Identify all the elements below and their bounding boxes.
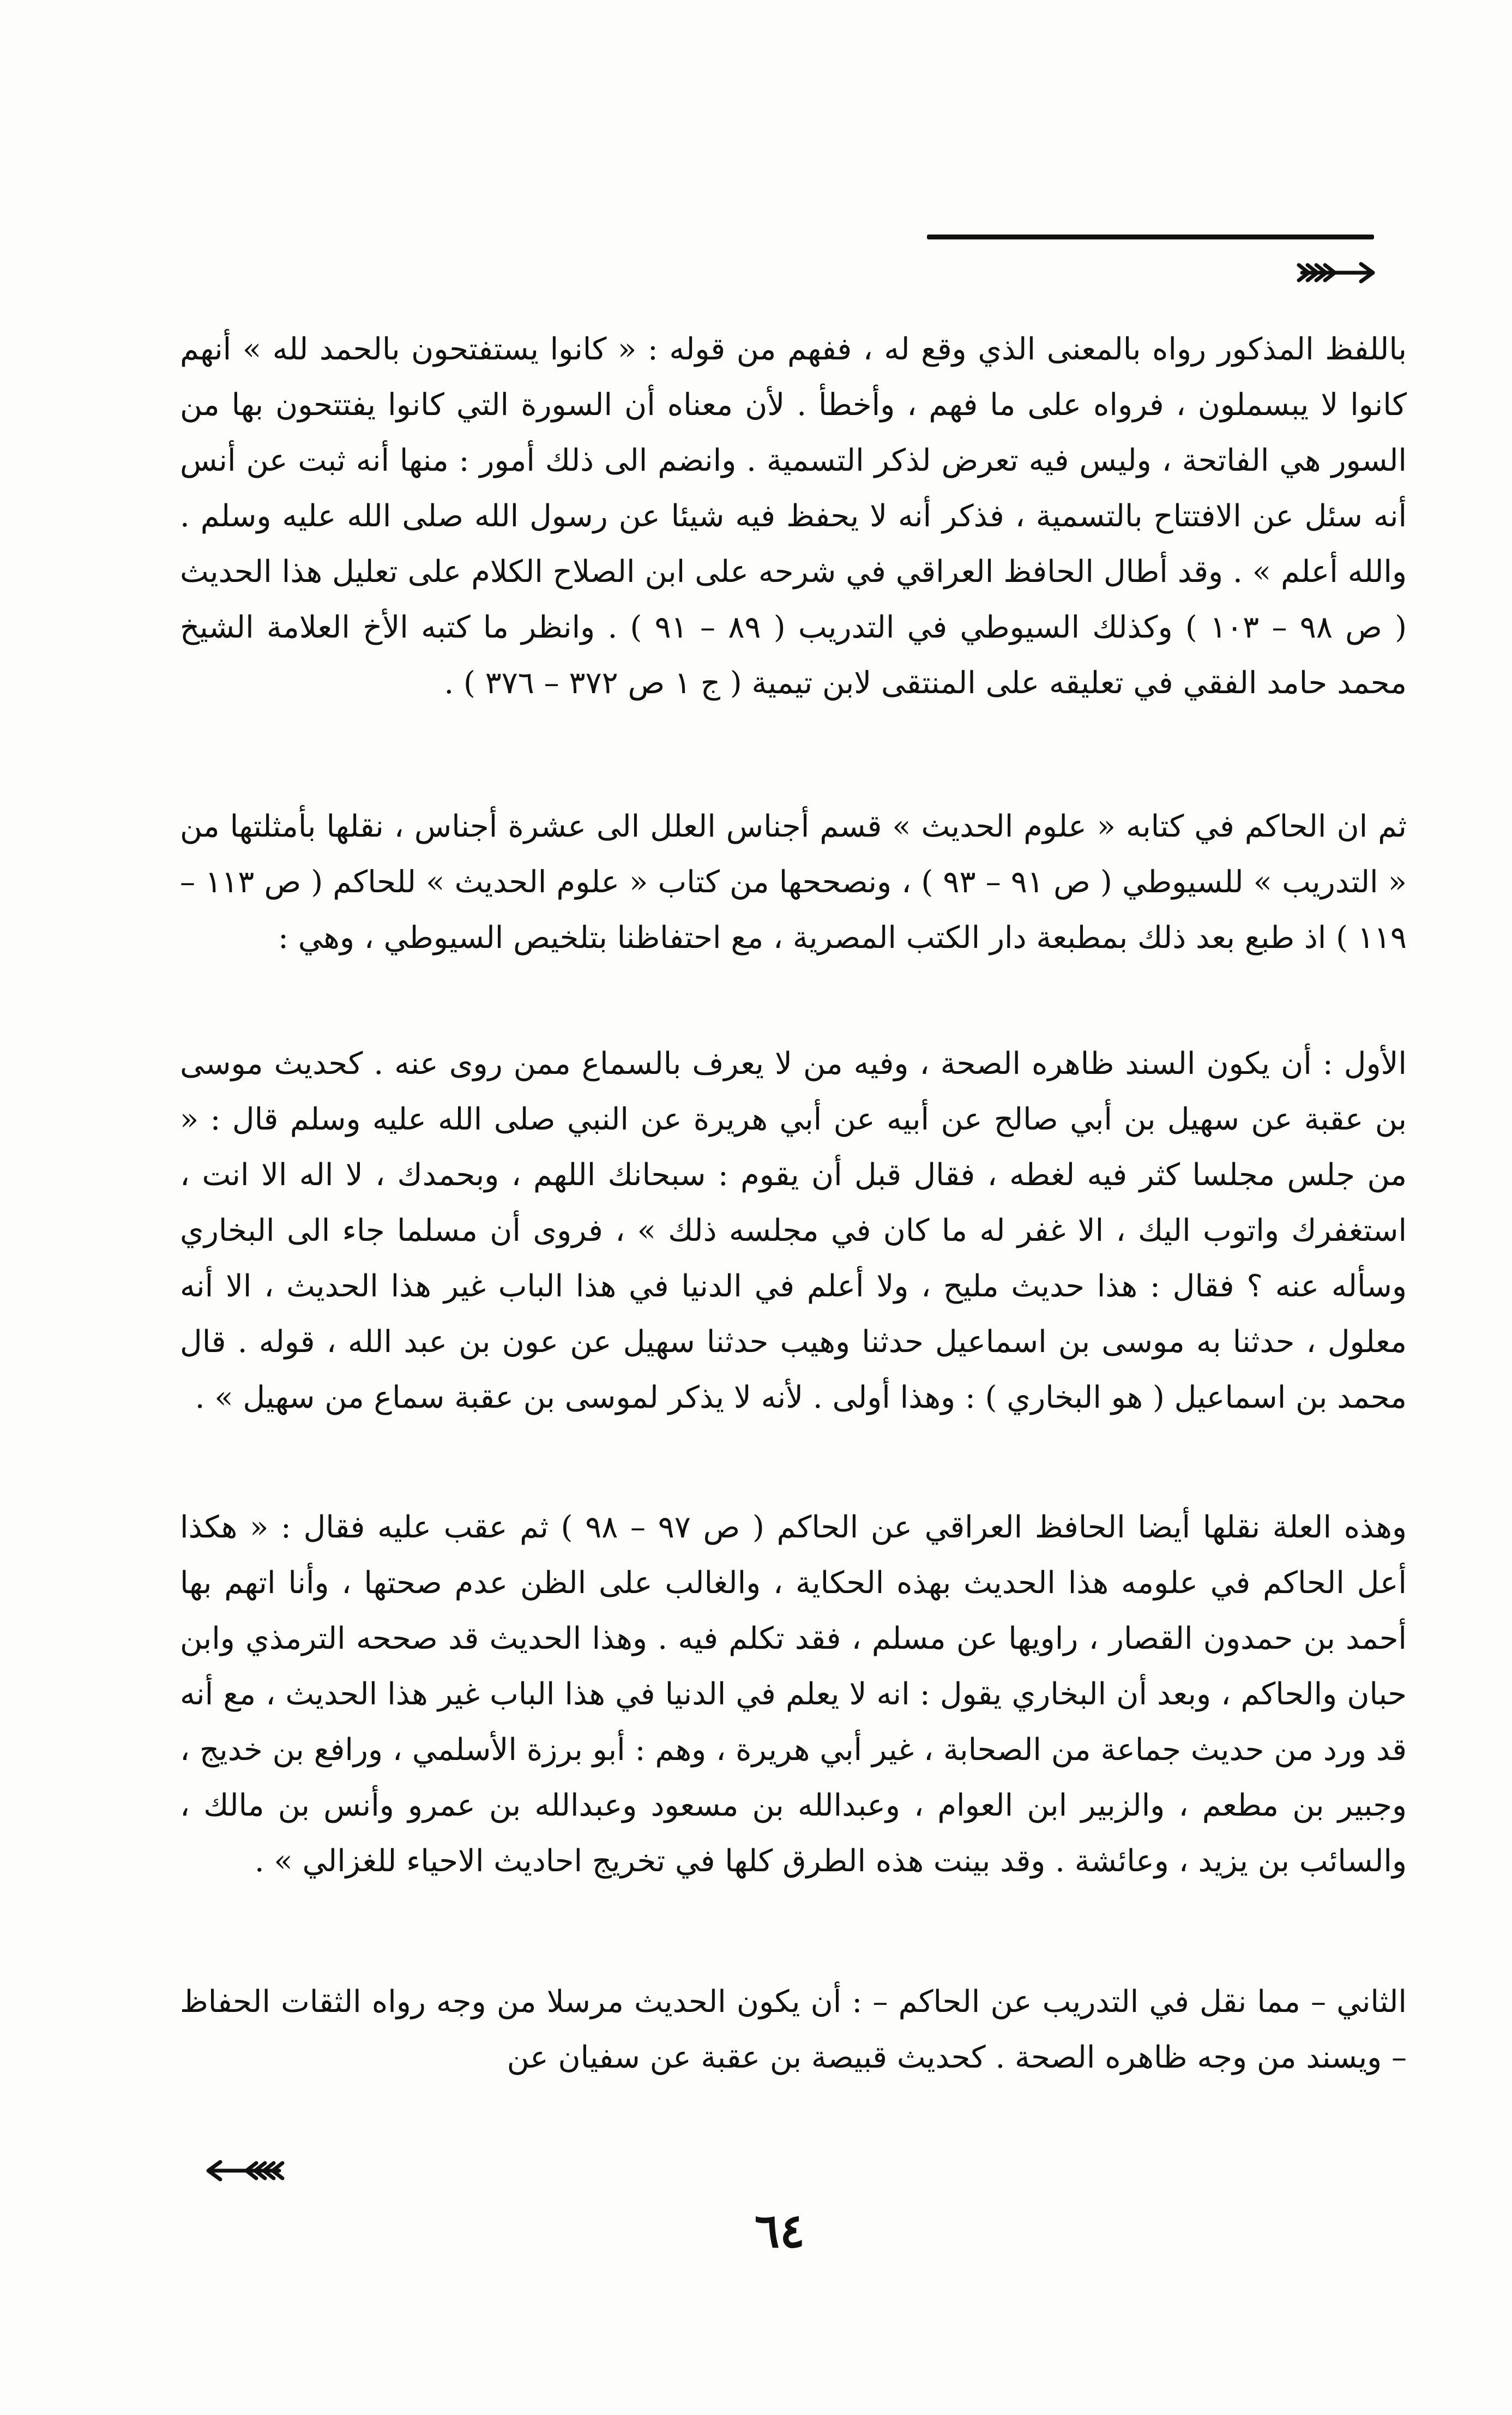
page-number: ٦٤: [754, 2203, 805, 2258]
header-rule: [927, 235, 1374, 239]
arrow-ornament-icon: [202, 2154, 289, 2187]
paragraph-3: الأول : أن يكون السند ظاهره الصحة ، وفيه من لا يعرف بالسماع ممن روى عنه . كحديث موسى بن عقبة عن سهيل بن أبي صالح عن أبيه عن أبي هريرة عن النبي صلى الله عليه وسلم قال : « من جلس مجلسا كثر فيه لغطه ، فقال قبل أن يقوم : سبحانك اللهم ، وبحمدك ، لا اله الا انت ، استغفرك واتوب اليك ، الا غفر له ما كان في مجلسه ذلك » ، فروى أن مسلما جاء الى البخاري وسأله عنه ؟ فقال : هذا حديث مليح ، ولا أعلم في الدنيا في هذا الباب غير هذا الحديث ، الا أنه معلول ، حدثنا به موسى بن اسماعيل حدثنا وهيب حدثنا سهيل عن عون بن عبد الله ، قوله . قال محمد بن اسماعيل ( هو البخاري ) : وهذا أولى . لأنه لا يذكر لموسى بن عقبة سماع من سهيل » .: [180, 1046, 1407, 1415]
paragraph-5: الثاني – مما نقل في التدريب عن الحاكم – : أن يكون الحديث مرسلا من وجه رواه الثقات الحفاظ – ويسند من وجه ظاهره الصحة . كحديث قبيصة بن عقبة عن سفيان عن: [180, 1984, 1407, 2075]
arrow-ornament-icon: [1292, 256, 1380, 289]
paragraph-2: ثم ان الحاكم في كتابه « علوم الحديث » قسم أجناس العلل الى عشرة أجناس ، نقلها بأمثلتها من « التدريب » للسيوطي ( ص ٩١ – ٩٣ ) ، ونصححها من كتاب « علوم الحديث » للحاكم ( ص ١١٣ – ١١٩ ) اذ طبع بعد ذلك بمطبعة دار الكتب المصرية ، مع احتفاظنا بتلخيص السيوطي ، وهي :: [180, 809, 1407, 956]
paragraph-4: وهذه العلة نقلها أيضا الحافظ العراقي عن الحاكم ( ص ٩٧ – ٩٨ ) ثم عقب عليه فقال : « هكذا أعل الحاكم في علومه هذا الحديث بهذه الحكاية ، والغالب على الظن عدم صحتها ، وأنا اتهم بها أحمد بن حمدون القصار ، راويها عن مسلم ، فقد تكلم فيه . وهذا الحديث قد صححه الترمذي وابن حبان والحاكم ، وبعد أن البخاري يقول : انه لا يعلم في الدنيا في هذا الباب غير هذا الحديث ، مع أنه قد ورد من حديث جماعة من الصحابة ، غير أبي هريرة ، وهم : أبو برزة الأسلمي ، ورافع بن خديج ، وجبير بن مطعم ، والزبير ابن العوام ، وعبدالله بن مسعود وعبدالله بن عمرو وأنس بن مالك ، والسائب بن يزيد ، وعائشة . وقد بينت هذه الطرق كلها في تخريج احاديث الاحياء للغزالي » .: [180, 1510, 1407, 1879]
paragraph-1: باللفظ المذكور رواه بالمعنى الذي وقع له ، ففهم من قوله : « كانوا يستفتحون بالحمد لله » أنهم كانوا لا يبسملون ، فرواه على ما فهم ، وأخطأ . لأن معناه أن السورة التي كانوا يفتتحون بها من السور هي الفاتحة ، وليس فيه تعرض لذكر التسمية . وانضم الى ذلك أمور : منها أنه ثبت عن أنس أنه سئل عن الافتتاح بالتسمية ، فذكر أنه لا يحفظ فيه شيئا عن رسول الله صلى الله عليه وسلم . والله أعلم » . وقد أطال الحافظ العراقي في شرحه على ابن الصلاح الكلام على تعليل هذا الحديث ( ص ٩٨ – ١٠٣ ) وكذلك السيوطي في التدريب ( ٨٩ – ٩١ ) . وانظر ما كتبه الأخ العلامة الشيخ محمد حامد الفقي في تعليقه على المنتقى لابن تيمية ( ج ١ ص ٣٧٢ – ٣٧٦ ) .: [180, 332, 1407, 701]
